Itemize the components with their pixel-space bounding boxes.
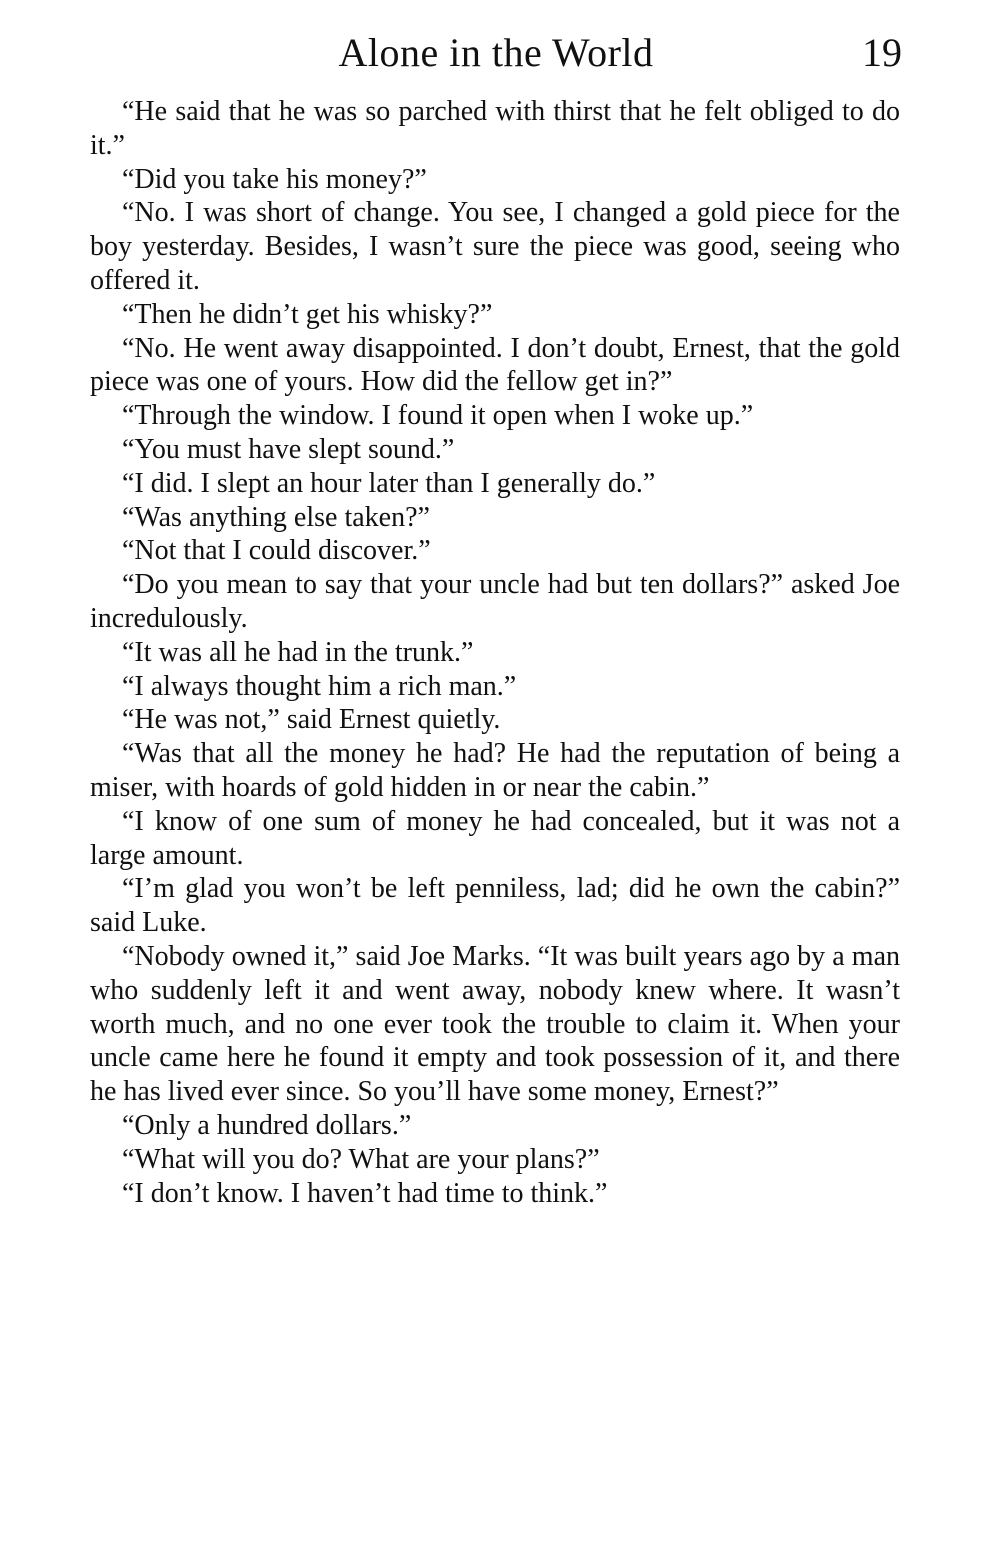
paragraph: “What will you do? What are your plans?”: [122, 1143, 600, 1175]
paragraph: “I always thought him a rich man.”: [122, 670, 517, 702]
paragraph: “Only a hundred dollars.”: [122, 1109, 412, 1141]
paragraph: “Nobody owned it,” said Joe Marks. “It was built years ago by a man who suddenly left it and went away, nobody knew where. It wasn’t worth much, and no one ever took the trouble to claim it. When your uncle came here he found it empty and took possession of it, and there he has lived ever since. So you’ll have some money, Ernest?”: [90, 940, 900, 1108]
paragraph: “He said that he was so parched with thirst that he felt obliged to do it.”: [90, 96, 900, 161]
paragraph: “I did. I slept an hour later than I generally do.”: [122, 467, 656, 499]
paragraph: “Then he didn’t get his whisky?”: [122, 298, 493, 330]
paragraph: “Do you mean to say that your uncle had but ten dollars?” asked Joe incredulously.: [90, 569, 900, 634]
paragraph: “Was anything else taken?”: [122, 501, 430, 533]
paragraph: “It was all he had in the trunk.”: [122, 636, 474, 668]
paragraph: “No. I was short of change. You see, I changed a gold piece for the boy yesterday. Besides, I wasn’t sure the piece was good, seeing who offered it.: [90, 197, 900, 296]
paragraph: “I’m glad you won’t be left penniless, lad; did he own the cabin?” said Luke.: [90, 873, 900, 939]
paragraph: “Not that I could discover.”: [122, 535, 431, 567]
paragraph: “He was not,” said Ernest quietly.: [122, 704, 501, 736]
page-number: 19: [862, 30, 902, 75]
chapter-title: Alone in the World: [338, 30, 654, 75]
body-text: [90, 95, 900, 1210]
paragraph: “Did you take his money?”: [122, 163, 427, 195]
paragraph: “I know of one sum of money he had concealed, but it was not a large amount.: [90, 805, 900, 871]
paragraph: “You must have slept sound.”: [122, 433, 455, 465]
paragraph: “Through the window. I found it open when I woke up.”: [122, 400, 754, 432]
paragraph: “I don’t know. I haven’t had time to think.”: [122, 1177, 608, 1209]
paragraph: “No. He went away disappointed. I don’t doubt, Ernest, that the gold piece was one of yours. How did the fellow get in?”: [90, 332, 900, 398]
paragraph: “Was that all the money he had? He had the reputation of being a miser, with hoards of gold hidden in or near the cabin.”: [90, 738, 900, 803]
running-head: [90, 28, 902, 78]
